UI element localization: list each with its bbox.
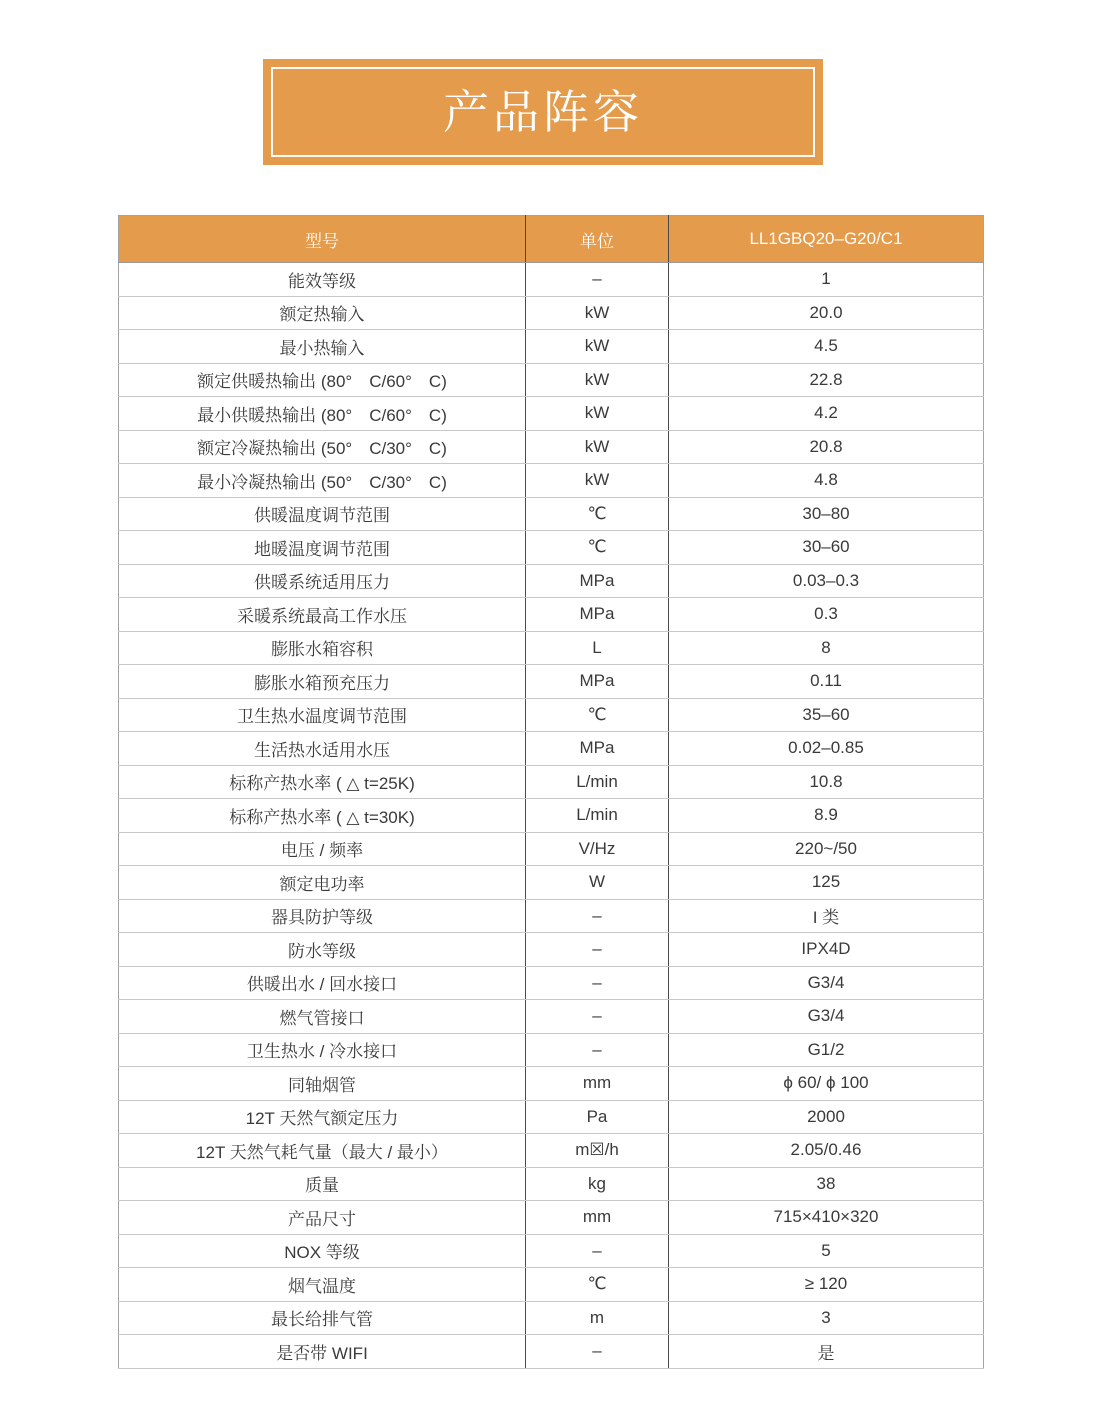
spec-label: 膨胀水箱预充压力 bbox=[119, 665, 526, 699]
spec-value: 4.8 bbox=[669, 464, 984, 498]
spec-label: 是否带 WIFI bbox=[119, 1335, 526, 1369]
table-row bbox=[119, 1067, 984, 1101]
spec-value: 1 bbox=[669, 263, 984, 297]
table-row bbox=[119, 296, 984, 330]
spec-value: 5 bbox=[669, 1234, 984, 1268]
table-row bbox=[119, 397, 984, 431]
spec-value: 20.8 bbox=[669, 430, 984, 464]
table-row bbox=[119, 1033, 984, 1067]
table-row bbox=[119, 966, 984, 1000]
spec-unit: MPa bbox=[526, 564, 669, 598]
table-row bbox=[119, 765, 984, 799]
spec-unit: ℃ bbox=[526, 1268, 669, 1302]
spec-unit: – bbox=[526, 1033, 669, 1067]
table-row bbox=[119, 497, 984, 531]
spec-label: 最小供暖热输出 (80° C/60° C) bbox=[119, 397, 526, 431]
spec-label: 额定电功率 bbox=[119, 866, 526, 900]
spec-value: ϕ 60/ ϕ 100 bbox=[669, 1067, 984, 1101]
table-row bbox=[119, 899, 984, 933]
table-row bbox=[119, 1234, 984, 1268]
spec-value: 125 bbox=[669, 866, 984, 900]
column-header-product-model: LL1GBQ20–G20/C1 bbox=[669, 216, 984, 263]
spec-value: 是 bbox=[669, 1335, 984, 1369]
spec-label: 供暖出水 / 回水接口 bbox=[119, 966, 526, 1000]
page-title: 产品阵容 bbox=[443, 86, 643, 138]
spec-value: 35–60 bbox=[669, 698, 984, 732]
spec-unit: – bbox=[526, 966, 669, 1000]
spec-label: 供暖系统适用压力 bbox=[119, 564, 526, 598]
spec-unit: Pa bbox=[526, 1100, 669, 1134]
spec-label: 最小冷凝热输出 (50° C/30° C) bbox=[119, 464, 526, 498]
spec-unit: – bbox=[526, 1000, 669, 1034]
table-row bbox=[119, 1000, 984, 1034]
table-row bbox=[119, 1167, 984, 1201]
spec-value: 0.3 bbox=[669, 598, 984, 632]
spec-label: 烟气温度 bbox=[119, 1268, 526, 1302]
spec-label: 额定冷凝热输出 (50° C/30° C) bbox=[119, 430, 526, 464]
table-row bbox=[119, 430, 984, 464]
spec-value: 715×410×320 bbox=[669, 1201, 984, 1235]
spec-label: 最小热输入 bbox=[119, 330, 526, 364]
spec-unit: L/min bbox=[526, 799, 669, 833]
spec-value: 0.02–0.85 bbox=[669, 732, 984, 766]
spec-value: 4.2 bbox=[669, 397, 984, 431]
table-row bbox=[119, 799, 984, 833]
table-row bbox=[119, 866, 984, 900]
table-row bbox=[119, 1134, 984, 1168]
spec-unit: ℃ bbox=[526, 531, 669, 565]
table-row bbox=[119, 933, 984, 967]
spec-label: 电压 / 频率 bbox=[119, 832, 526, 866]
spec-value: 30–60 bbox=[669, 531, 984, 565]
table-row bbox=[119, 631, 984, 665]
spec-unit: kW bbox=[526, 430, 669, 464]
spec-label: 额定供暖热输出 (80° C/60° C) bbox=[119, 363, 526, 397]
table-row bbox=[119, 665, 984, 699]
table-row bbox=[119, 1301, 984, 1335]
table-row bbox=[119, 464, 984, 498]
spec-label: 12T 天然气耗气量（最大 / 最小） bbox=[119, 1134, 526, 1168]
spec-label: 12T 天然气额定压力 bbox=[119, 1100, 526, 1134]
spec-label: 标称产热水率 ( △ t=30K) bbox=[119, 799, 526, 833]
spec-unit: L bbox=[526, 631, 669, 665]
spec-unit: mm bbox=[526, 1067, 669, 1101]
spec-value: 38 bbox=[669, 1167, 984, 1201]
spec-value: 0.11 bbox=[669, 665, 984, 699]
spec-value: ≥ 120 bbox=[669, 1268, 984, 1302]
table-row bbox=[119, 732, 984, 766]
spec-label: 质量 bbox=[119, 1167, 526, 1201]
table-row bbox=[119, 1201, 984, 1235]
table-header-row bbox=[119, 216, 984, 263]
spec-label: 膨胀水箱容积 bbox=[119, 631, 526, 665]
spec-value: G1/2 bbox=[669, 1033, 984, 1067]
spec-value: 8.9 bbox=[669, 799, 984, 833]
spec-label: 生活热水适用水压 bbox=[119, 732, 526, 766]
spec-label: 防水等级 bbox=[119, 933, 526, 967]
spec-unit: m bbox=[526, 1301, 669, 1335]
spec-unit: W bbox=[526, 866, 669, 900]
spec-unit: MPa bbox=[526, 665, 669, 699]
table-row bbox=[119, 832, 984, 866]
spec-value: I 类 bbox=[669, 899, 984, 933]
table-row bbox=[119, 531, 984, 565]
spec-unit: – bbox=[526, 1335, 669, 1369]
spec-unit: – bbox=[526, 933, 669, 967]
spec-label: 标称产热水率 ( △ t=25K) bbox=[119, 765, 526, 799]
spec-label: 同轴烟管 bbox=[119, 1067, 526, 1101]
spec-label: 能效等级 bbox=[119, 263, 526, 297]
spec-unit: MPa bbox=[526, 732, 669, 766]
spec-unit: kW bbox=[526, 363, 669, 397]
table-row bbox=[119, 1335, 984, 1369]
table-row bbox=[119, 1100, 984, 1134]
spec-value: 220~/50 bbox=[669, 832, 984, 866]
table-body bbox=[119, 263, 984, 1369]
spec-value: 0.03–0.3 bbox=[669, 564, 984, 598]
column-header-unit: 单位 bbox=[526, 216, 669, 263]
spec-unit: – bbox=[526, 899, 669, 933]
spec-unit: L/min bbox=[526, 765, 669, 799]
table-row bbox=[119, 330, 984, 364]
spec-label: 最长给排气管 bbox=[119, 1301, 526, 1335]
spec-unit: ℃ bbox=[526, 698, 669, 732]
spec-value: G3/4 bbox=[669, 1000, 984, 1034]
spec-label: 器具防护等级 bbox=[119, 899, 526, 933]
spec-value: 8 bbox=[669, 631, 984, 665]
table-row bbox=[119, 363, 984, 397]
product-spec-table bbox=[118, 215, 984, 1369]
spec-unit: kW bbox=[526, 296, 669, 330]
spec-value: 20.0 bbox=[669, 296, 984, 330]
spec-unit: kW bbox=[526, 330, 669, 364]
spec-label: 地暖温度调节范围 bbox=[119, 531, 526, 565]
spec-label: NOX 等级 bbox=[119, 1234, 526, 1268]
spec-label: 额定热输入 bbox=[119, 296, 526, 330]
column-header-model: 型号 bbox=[119, 216, 526, 263]
spec-unit: – bbox=[526, 1234, 669, 1268]
spec-unit: kW bbox=[526, 397, 669, 431]
title-banner bbox=[263, 59, 823, 165]
spec-label: 卫生热水温度调节范围 bbox=[119, 698, 526, 732]
spec-unit: – bbox=[526, 263, 669, 297]
spec-unit: kW bbox=[526, 464, 669, 498]
spec-label: 卫生热水 / 冷水接口 bbox=[119, 1033, 526, 1067]
table-row bbox=[119, 564, 984, 598]
table-row bbox=[119, 263, 984, 297]
spec-value: IPX4D bbox=[669, 933, 984, 967]
spec-unit: kg bbox=[526, 1167, 669, 1201]
spec-label: 供暖温度调节范围 bbox=[119, 497, 526, 531]
spec-unit: m☒/h bbox=[526, 1134, 669, 1168]
spec-value: 10.8 bbox=[669, 765, 984, 799]
spec-value: 30–80 bbox=[669, 497, 984, 531]
spec-value: 2.05/0.46 bbox=[669, 1134, 984, 1168]
spec-unit: ℃ bbox=[526, 497, 669, 531]
spec-value: 3 bbox=[669, 1301, 984, 1335]
spec-label: 燃气管接口 bbox=[119, 1000, 526, 1034]
spec-label: 产品尺寸 bbox=[119, 1201, 526, 1235]
spec-value: 4.5 bbox=[669, 330, 984, 364]
spec-value: G3/4 bbox=[669, 966, 984, 1000]
spec-value: 22.8 bbox=[669, 363, 984, 397]
table-row bbox=[119, 1268, 984, 1302]
spec-value: 2000 bbox=[669, 1100, 984, 1134]
table-row bbox=[119, 598, 984, 632]
spec-unit: mm bbox=[526, 1201, 669, 1235]
spec-unit: V/Hz bbox=[526, 832, 669, 866]
spec-label: 采暖系统最高工作水压 bbox=[119, 598, 526, 632]
spec-unit: MPa bbox=[526, 598, 669, 632]
table-row bbox=[119, 698, 984, 732]
